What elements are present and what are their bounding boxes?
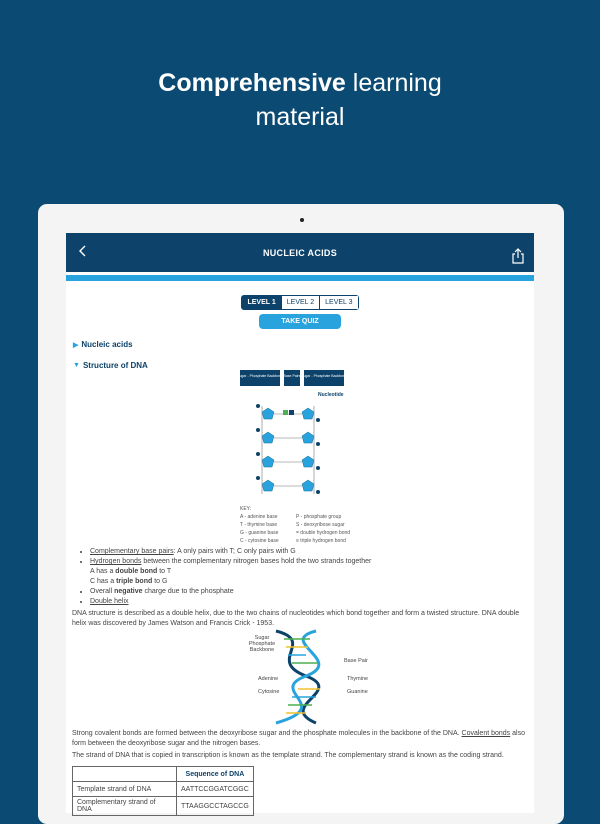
list-text: A has a	[90, 568, 116, 575]
caret-right-icon: ▶	[73, 341, 79, 349]
list-text: to T	[157, 568, 172, 575]
para-text: Strong covalent bonds are formed between the deoxyribose sugar and the phosphate molecules in the backbone of the DNA.	[72, 730, 462, 737]
level-tabs	[66, 295, 534, 310]
table-cell: Complementary strand of DNA	[73, 797, 177, 816]
list-text: : A only pairs with T; C only pairs with G	[173, 548, 296, 555]
chevron-left-icon[interactable]	[76, 244, 90, 258]
header-base-pairs: Base Pairs	[283, 374, 301, 378]
dna-facts-list	[90, 547, 371, 607]
key-title: KEY:	[240, 506, 252, 512]
list-bold: triple bond	[116, 578, 153, 585]
share-icon[interactable]	[512, 248, 524, 264]
list-item	[90, 597, 371, 607]
key-adenine: A - adenine base	[240, 514, 278, 520]
key-phosphate: P - phosphate group	[296, 514, 342, 520]
sub-item	[90, 567, 371, 577]
caret-down-icon: ▼	[73, 362, 80, 369]
page-title: NUCLEIC ACIDS	[262, 247, 338, 258]
helix-label-guanine: Guanine	[347, 689, 368, 695]
tab-level-3[interactable]: LEVEL 3	[320, 296, 357, 309]
tab-level-2[interactable]: LEVEL 2	[282, 296, 320, 309]
double-helix-link[interactable]: Double helix	[90, 598, 129, 605]
helix-label-thymine: Thymine	[347, 676, 369, 682]
camera-dot	[300, 218, 304, 222]
table-header-cell	[73, 767, 177, 782]
helix-label-cytosine: Cytosine	[258, 689, 280, 695]
key-triple-bond: ≡ triple hydrogen bond	[296, 538, 346, 544]
list-text: C has a	[90, 578, 117, 585]
section-structure-of-dna[interactable]	[73, 361, 534, 370]
paragraph-template-strand: The strand of DNA that is copied in transcription is known as the template strand. The complementary strand is known as the coding strand.	[72, 752, 504, 759]
header-backbone-right: Sugar - Phosphate Backbone	[301, 374, 347, 378]
list-text: charge due to the phosphate	[142, 588, 234, 595]
diagram-key-right	[296, 513, 350, 545]
table-row	[73, 782, 254, 797]
covalent-bonds-link[interactable]: Covalent bonds	[461, 730, 511, 737]
list-text: between the complementary nitrogen bases hold the two strands together	[141, 558, 372, 565]
header-backbone-left: Sugar - Phosphate Backbone	[237, 374, 283, 378]
promo-heading	[0, 66, 600, 134]
list-text: Overall	[90, 588, 115, 595]
key-thymine: T - thymine base	[240, 522, 278, 528]
table-cell: AATTCCGGATCGGC	[177, 782, 254, 797]
list-text: to G	[152, 578, 168, 585]
section-label: Nucleic acids	[81, 340, 133, 349]
list-bold: negative	[114, 588, 143, 595]
table-cell: Template strand of DNA	[73, 782, 177, 797]
helix-label-backbone: Sugar Phosphate Backbone	[248, 635, 276, 653]
list-item	[90, 557, 371, 587]
list-item	[90, 587, 371, 597]
table-header-row	[73, 767, 254, 782]
take-quiz-button[interactable]: TAKE QUIZ	[259, 314, 341, 329]
helix-label-base-pair: Base Pair	[344, 658, 368, 664]
section-label: Structure of DNA	[82, 361, 148, 370]
sub-item	[90, 577, 371, 587]
key-guanine: G - guanine base	[240, 530, 279, 536]
tab-level-1[interactable]: LEVEL 1	[242, 296, 281, 309]
nucleotide-label: Nucleotide	[318, 392, 344, 398]
section-nucleic-acids[interactable]	[73, 340, 534, 349]
hydrogen-bonds-link[interactable]: Hydrogen bonds	[90, 558, 142, 565]
list-bold: double bond	[115, 568, 158, 575]
paragraph-double-helix: DNA structure is described as a double helix, due to the two chains of nucleotides which bond together and form a twisted structure. DNA double helix was discovered by James Watson and Francis Crick - 1953.	[72, 610, 520, 627]
key-sugar: S - deoxyribose sugar	[296, 522, 345, 528]
list-item	[90, 547, 371, 557]
app-bar	[66, 233, 534, 272]
promo-line2: material	[255, 103, 345, 131]
complementary-base-pairs-link[interactable]: Complementary base pairs	[90, 548, 174, 555]
promo-rest: learning	[352, 69, 442, 97]
tablet-frame	[38, 204, 564, 824]
app-screen	[66, 233, 534, 813]
helix-label-adenine: Adenine	[258, 676, 279, 682]
para-text: also form between the deoxyribose sugar and the nitrogen bases.	[72, 730, 525, 747]
table-row	[73, 797, 254, 816]
table-header-cell: Sequence of DNA	[177, 767, 254, 782]
paragraph-covalent-bonds	[72, 729, 532, 749]
key-cytosine: C - cytosine base	[240, 538, 279, 544]
diagram-key-left	[240, 505, 279, 545]
header-stripe	[66, 272, 534, 281]
dna-sequence-table	[72, 766, 254, 816]
promo-bold: Comprehensive	[158, 69, 346, 97]
table-cell: TTAAGGCCTAGCCG	[177, 797, 254, 816]
key-double-bond: = double hydrogen bond	[296, 530, 351, 536]
